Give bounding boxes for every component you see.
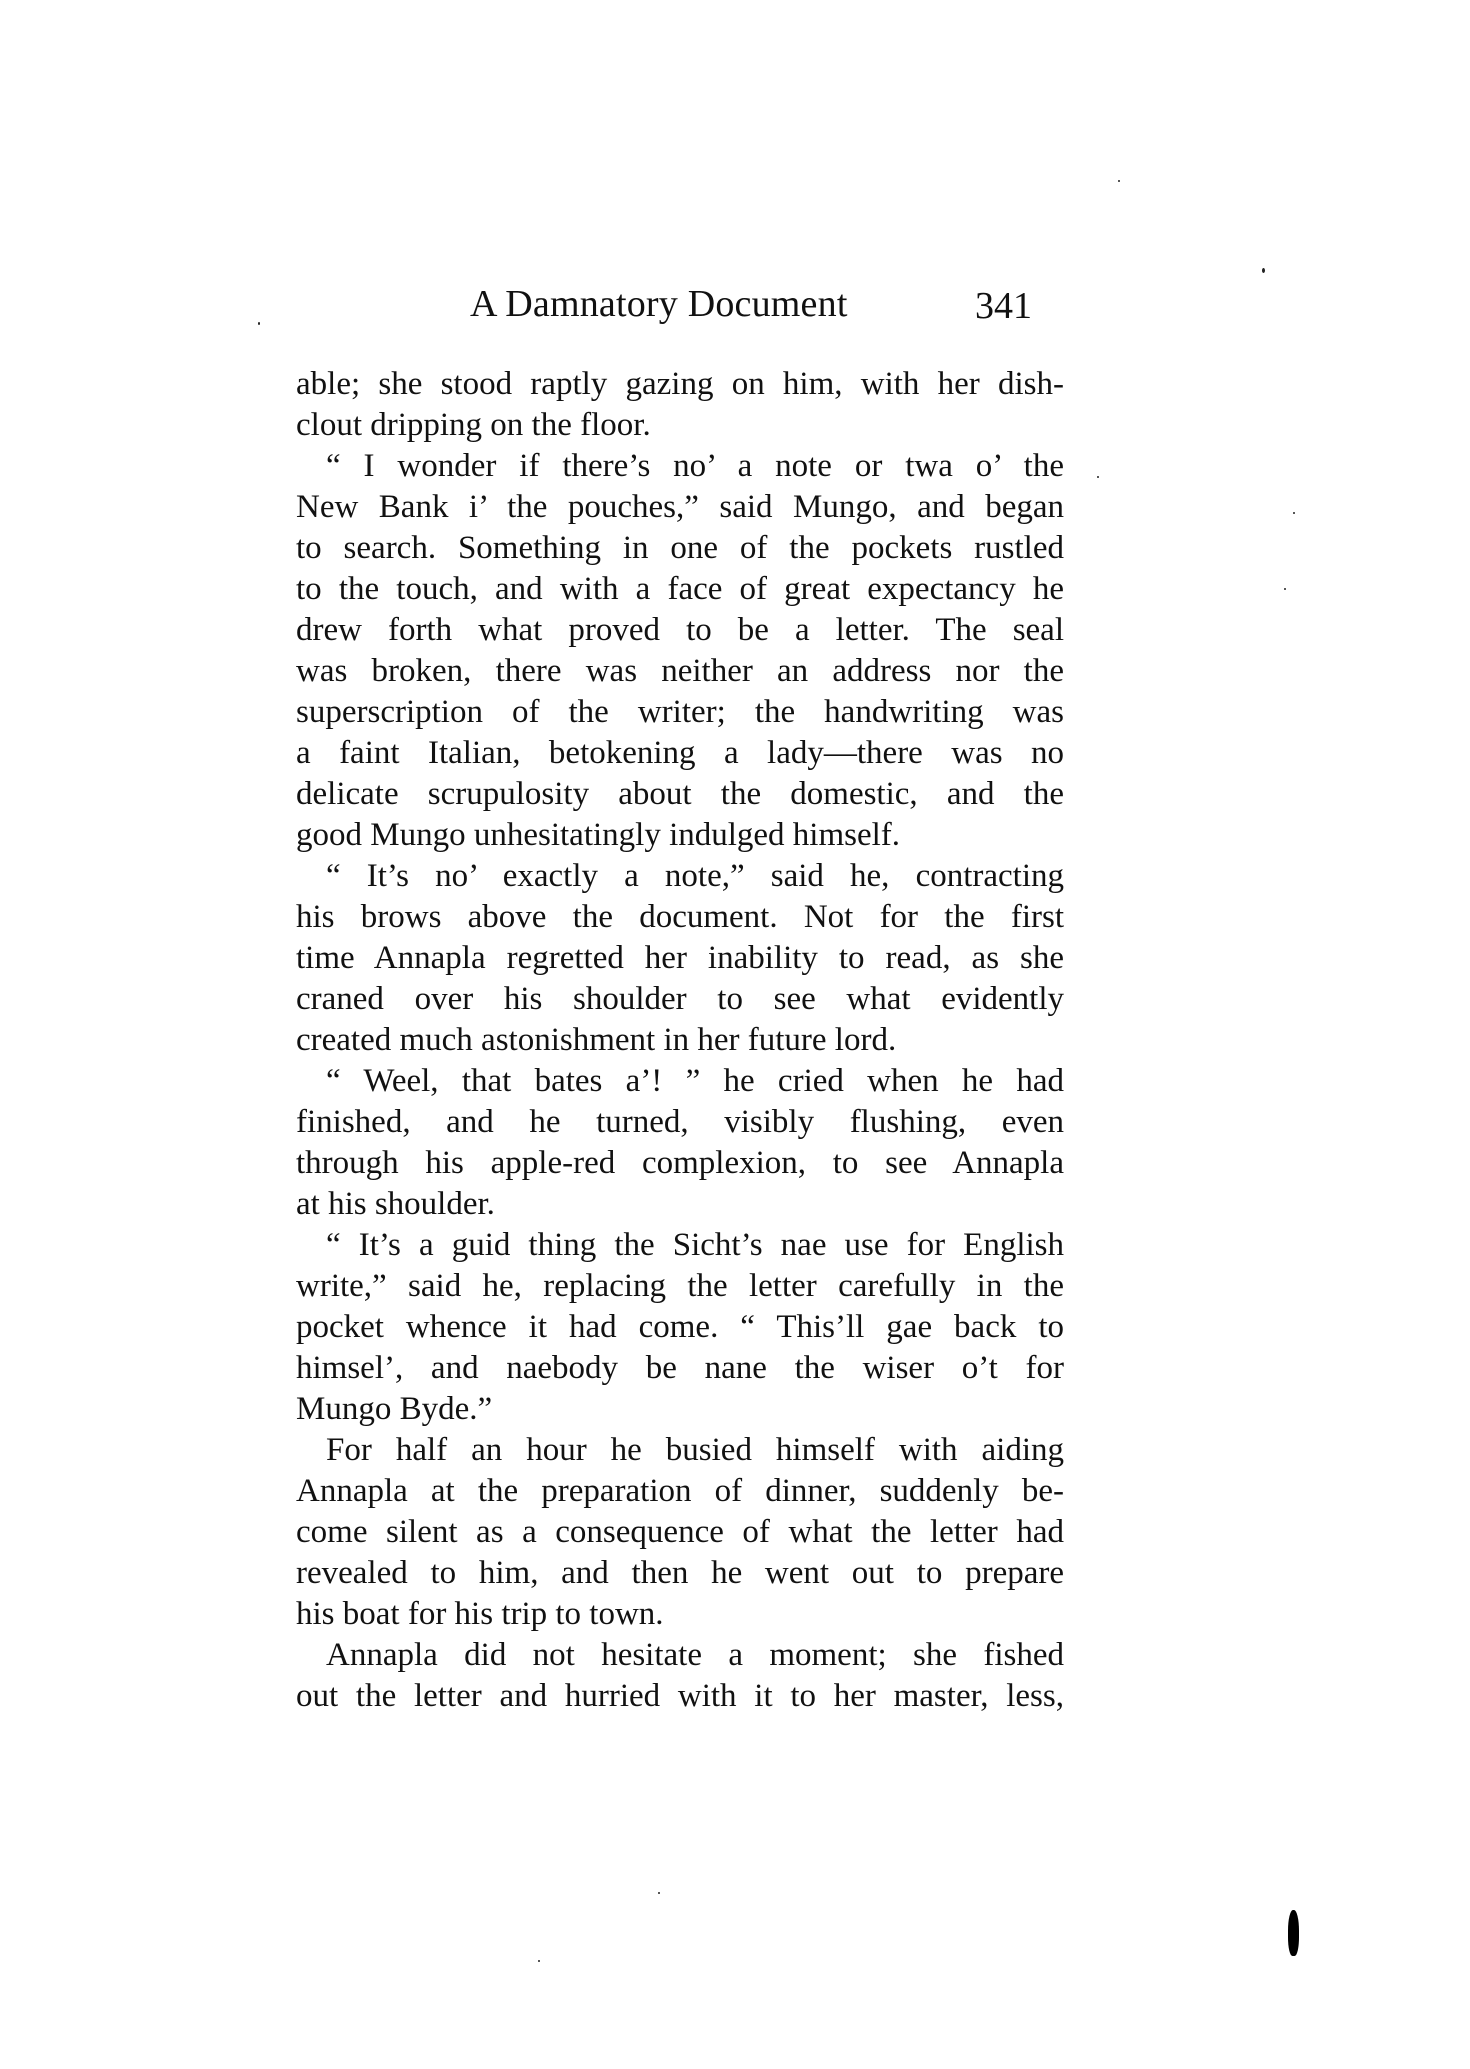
text-line: superscription of the writer; the handwriting was — [296, 694, 1064, 730]
text-line: write,” said he, replacing the letter carefully in the — [296, 1268, 1064, 1304]
text-line: created much astonishment in her future lord. — [296, 1022, 897, 1058]
text-line: Annapla at the preparation of dinner, suddenly be- — [296, 1473, 1064, 1509]
text-line: craned over his shoulder to see what evidently — [296, 981, 1064, 1017]
text-line: finished, and he turned, visibly flushing, even — [296, 1104, 1064, 1140]
scan-speck — [1118, 180, 1120, 182]
scan-speck — [1293, 512, 1295, 514]
text-line: a faint Italian, betokening a lady—there was no — [296, 735, 1064, 771]
text-line: For half an hour he busied himself with aiding — [326, 1432, 1064, 1468]
text-line: able; she stood raptly gazing on him, with her dish- — [296, 366, 1064, 402]
page-number: 341 — [975, 285, 1032, 327]
text-line: “ I wonder if there’s no’ a note or twa o’ the — [326, 448, 1064, 484]
text-line: Mungo Byde.” — [296, 1391, 493, 1427]
text-line: come silent as a consequence of what the letter had — [296, 1514, 1064, 1550]
scan-speck — [538, 1960, 540, 1962]
scan-speck — [658, 1892, 660, 1894]
text-line: through his apple-red complexion, to see Annapla — [296, 1145, 1064, 1181]
text-line: delicate scrupulosity about the domestic, and the — [296, 776, 1064, 812]
page-header — [470, 282, 1070, 332]
scan-speck — [1097, 476, 1099, 478]
text-line: clout dripping on the floor. — [296, 407, 651, 443]
text-line: himsel’, and naebody be nane the wiser o’t for — [296, 1350, 1064, 1386]
text-line: “ It’s no’ exactly a note,” said he, contracting — [326, 858, 1064, 894]
running-title: A Damnatory Document — [470, 283, 848, 325]
text-line: “ Weel, that bates a’! ” he cried when he had — [326, 1063, 1064, 1099]
scan-edge-mark — [1288, 1910, 1299, 1956]
scan-speck — [1262, 268, 1265, 273]
text-line: out the letter and hurried with it to her master, less, — [296, 1678, 1064, 1714]
text-line: to search. Something in one of the pockets rustled — [296, 530, 1064, 566]
text-line: was broken, there was neither an address nor the — [296, 653, 1064, 689]
text-line: time Annapla regretted her inability to read, as she — [296, 940, 1064, 976]
text-line: to the touch, and with a face of great expectancy he — [296, 571, 1064, 607]
text-line: good Mungo unhesitatingly indulged himself. — [296, 817, 901, 853]
text-line: revealed to him, and then he went out to prepare — [296, 1555, 1064, 1591]
body-text — [296, 364, 1064, 1717]
text-line: New Bank i’ the pouches,” said Mungo, and began — [296, 489, 1064, 525]
text-line: pocket whence it had come. “ This’ll gae back to — [296, 1309, 1064, 1345]
text-line: Annapla did not hesitate a moment; she fished — [326, 1637, 1064, 1673]
text-line: at his shoulder. — [296, 1186, 495, 1222]
scan-speck — [1284, 588, 1286, 590]
text-line: his boat for his trip to town. — [296, 1596, 664, 1632]
scan-speck — [258, 322, 260, 325]
text-line: his brows above the document. Not for the first — [296, 899, 1064, 935]
text-line: drew forth what proved to be a letter. The seal — [296, 612, 1064, 648]
text-line: “ It’s a guid thing the Sicht’s nae use for English — [326, 1227, 1064, 1263]
